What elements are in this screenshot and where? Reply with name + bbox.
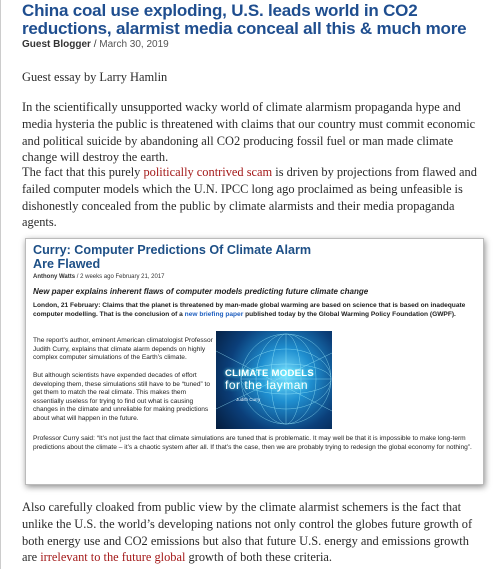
embedded-paragraph-2: The report’s author, eminent American climatologist Professor Judith Curry, explains that climate alarm depends on highly complex computer simulations of the Earth’s climate. [33, 337, 213, 362]
book-title [225, 369, 329, 390]
intro-paragraph: Guest essay by Larry Hamlin [22, 70, 168, 84]
irrelevant-to-future-global-link[interactable]: irrelevant to the future global [40, 550, 186, 565]
embedded-title: Curry: Computer Predictions Of Climate Alarm Are Flawed [33, 243, 312, 271]
book-cover-image [216, 331, 332, 429]
embedded-p1-text-end: published today by the Global Warming Policy Foundation (GWPF). [243, 310, 456, 318]
book-title-line-1: CLIMATE MODELS [225, 368, 314, 379]
paragraph-2 [22, 164, 487, 231]
paragraph-3 [22, 499, 487, 566]
embedded-article-image [25, 238, 484, 485]
byline [22, 39, 169, 50]
embedded-p1-text: London, 21 February: Claims that the planet is threatened by man-made global warming are based on science that is based on inadequate computer modelling. That is the conclusion of a [33, 302, 466, 318]
embedded-paragraph-1 [33, 302, 473, 319]
paragraph-3-text-end: growth of both these criteria. [185, 550, 333, 565]
paragraph-2-text-end: is driven by projections from flawed and failed computer models which the U.N. IPCC long ago proclaimed as being unfeasible is dishonestly concealed from the public by climate alarmists and their media propaganda agents. [22, 165, 477, 230]
paragraph-1: In the scientifically unsupported wacky world of climate alarmism propaganda hype and media hysteria the public is threatened with claims that our country must commit economic and political suicide by abandoning all CO2 producing fossil fuel or man made climate change will destroy the earth. [22, 100, 476, 165]
paragraph-2-text: The fact that this purely [22, 165, 144, 179]
author-link[interactable]: Guest Blogger [22, 39, 91, 50]
post-date: March 30, 2019 [99, 39, 169, 50]
embedded-paragraph-3: But although scientists have expended decades of effort developing them, these simulations still have to be “tuned” to get them to match the real climate. This makes them essentially useless for trying to find out what is causing changes in the climate and unreliable for making predictions about what will happen in the future. [33, 372, 211, 422]
embedded-date: 2 weeks ago February 21, 2017 [80, 274, 165, 280]
article-title[interactable]: China coal use exploding, U.S. leads world in CO2 reductions, alarmist media conceal all this & much more [22, 1, 467, 38]
book-author: Judith Curry [236, 397, 261, 402]
politically-contrived-scam-link[interactable]: politically contrived scam [143, 165, 273, 179]
embedded-meta: Anthony Watts / 2 weeks ago February 21, 2017 [33, 274, 165, 280]
paragraph-3-text: Also carefully cloaked from public view by the climate alarmist schemers is the fact that unlike the U.S. the world’s developing nations not only control the globes future growth of both energy use and CO2 emissions but also that future U.S. energy and emissions growth are [22, 500, 473, 565]
embedded-paragraph-4: Professor Curry said: “It’s not just the fact that climate simulations are tuned that is problematic. It may well be that it is impossible to make long-term predictions about the climate – it’s a chaotic system after all. If that’s the case, then we are probably trying to redesign the global economy for nothing”. [33, 435, 472, 451]
embedded-author: Anthony Watts [33, 274, 76, 280]
byline-separator: / [93, 39, 100, 50]
embedded-subtitle: New paper explains inherent flaws of computer models predicting future climate change [33, 287, 369, 296]
new-briefing-paper-link: new briefing paper [184, 310, 244, 318]
book-title-line-2: for the layman [225, 377, 309, 392]
